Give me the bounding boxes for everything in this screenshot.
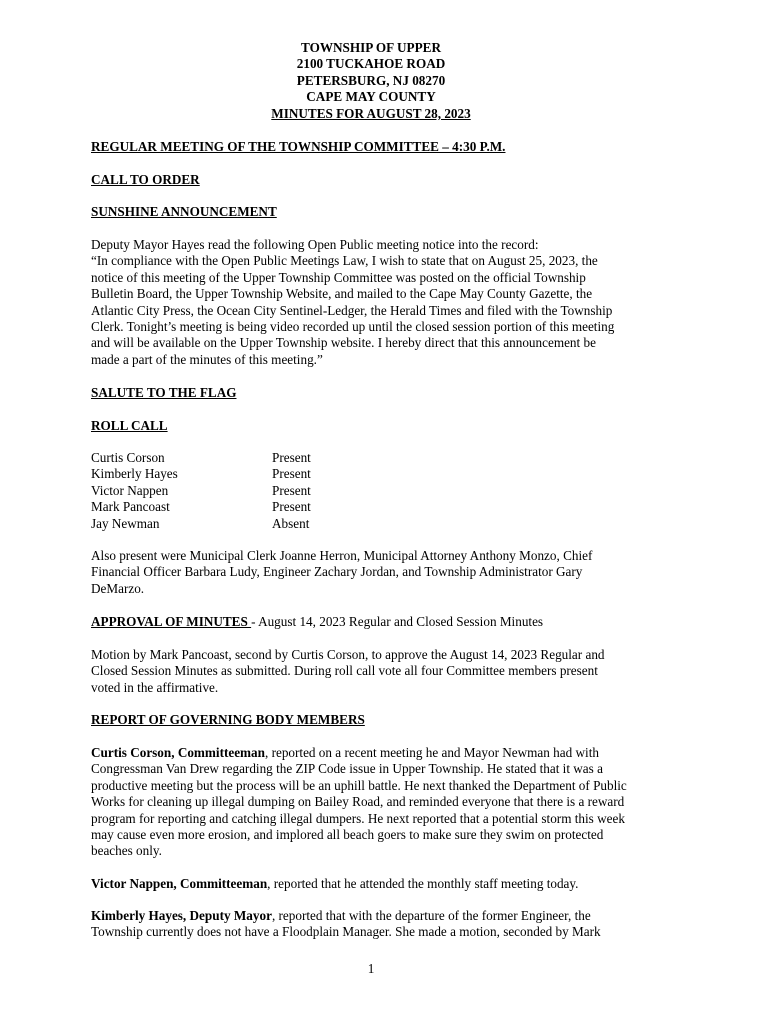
- speaker-text: , reported on a recent meeting he and Mayor Newman had with: [264, 745, 599, 760]
- paragraph-line: DeMarzo.: [91, 580, 145, 596]
- roll-row: [91, 516, 651, 532]
- paragraph-line: may cause even more erosion, and implored all beach goers to make sure they swim on protected: [91, 827, 604, 843]
- heading-regular-meeting: REGULAR MEETING OF THE TOWNSHIP COMMITTEE – 4:30 P.M.: [91, 139, 506, 154]
- paragraph-line: [91, 908, 651, 924]
- member-status: Present: [272, 482, 311, 498]
- page-number: 1: [367, 961, 375, 976]
- speaker-name: Curtis Corson, Committeeman: [91, 745, 265, 760]
- approval-description: - August 14, 2023 Regular and Closed Session Minutes: [251, 614, 544, 629]
- member-status: Present: [272, 450, 311, 465]
- header-minutes-date: MINUTES FOR AUGUST 28, 2023: [271, 105, 471, 121]
- roll-row: [91, 466, 651, 482]
- member-status: Absent: [272, 515, 310, 531]
- heading-approval: APPROVAL OF MINUTES: [91, 614, 252, 629]
- roll-row: [91, 450, 651, 466]
- sunshine-line: Bulletin Board, the Upper Township Website, and mailed to the Cape May County Gazette, the: [91, 286, 593, 302]
- approval-of-minutes-line: [91, 614, 651, 630]
- corson-report-paragraph: [91, 745, 651, 860]
- paragraph-line: voted in the affirmative.: [91, 679, 219, 695]
- heading-call-to-order: CALL TO ORDER: [91, 172, 200, 187]
- member-status: Present: [272, 499, 311, 515]
- paragraph-line: Financial Officer Barbara Ludy, Engineer Zachary Jordan, and Township Administrator Gary: [91, 564, 583, 580]
- heading-report: REPORT OF GOVERNING BODY MEMBERS: [91, 712, 365, 727]
- paragraph-line: Congressman Van Drew regarding the ZIP Code issue in Upper Township. He stated that it was a: [91, 761, 603, 777]
- roll-row: [91, 499, 651, 515]
- sunshine-line: made a part of the minutes of this meeting.”: [91, 351, 323, 367]
- sunshine-line: Atlantic City Press, the Ocean City Sentinel-Ledger, the Herald Times and filed with the Township: [91, 302, 613, 318]
- heading-sunshine: SUNSHINE ANNOUNCEMENT: [91, 204, 277, 219]
- sunshine-line: notice of this meeting of the Upper Township Committee was posted on the official Township: [91, 269, 586, 285]
- paragraph-line: beaches only.: [91, 843, 162, 859]
- speaker-name: Kimberly Hayes, Deputy Mayor: [91, 908, 272, 923]
- member-status: Present: [272, 466, 311, 482]
- header-county: CAPE MAY COUNTY: [306, 89, 436, 105]
- header-township: TOWNSHIP OF UPPER: [301, 40, 441, 55]
- header-city: PETERSBURG, NJ 08270: [296, 72, 446, 88]
- heading-salute: SALUTE TO THE FLAG: [91, 385, 237, 400]
- also-present-paragraph: [91, 548, 651, 597]
- document-header: [0, 40, 742, 122]
- paragraph-line: [91, 745, 651, 761]
- paragraph-line: Works for cleaning up illegal dumping on Bailey Road, and reminded everyone that there is a reward: [91, 794, 625, 810]
- nappen-report-paragraph: [91, 876, 651, 892]
- header-address: 2100 TUCKAHOE ROAD: [296, 56, 446, 72]
- paragraph-line: program for reporting and catching illegal dumpers. He next reported that a potential storm this week: [91, 810, 625, 826]
- paragraph-line: Closed Session Minutes as submitted. During roll call vote all four Committee members present: [91, 663, 598, 679]
- heading-roll-call: ROLL CALL: [91, 418, 168, 433]
- member-name: Victor Nappen: [91, 482, 169, 498]
- paragraph-line: Also present were Municipal Clerk Joanne Herron, Municipal Attorney Anthony Monzo, Chief: [91, 548, 593, 563]
- sunshine-line: Clerk. Tonight’s meeting is being video recorded up until the closed session portion of this meeting: [91, 319, 615, 335]
- paragraph-line: Motion by Mark Pancoast, second by Curtis Corson, to approve the August 14, 2023 Regular and: [91, 647, 605, 662]
- paragraph-line: productive meeting but the process will be an uphill battle. He next thanked the Department of Public: [91, 777, 627, 793]
- speaker-text: , reported that he attended the monthly staff meeting today.: [267, 876, 579, 891]
- sunshine-paragraph: [91, 237, 651, 368]
- member-name: Mark Pancoast: [91, 499, 170, 515]
- member-name: Jay Newman: [91, 515, 160, 531]
- sunshine-line: and will be available on the Upper Township website. I hereby direct that this announcement be: [91, 335, 596, 351]
- member-name: Curtis Corson: [91, 450, 165, 465]
- roll-row: [91, 483, 651, 499]
- sunshine-line: “In compliance with the Open Public Meetings Law, I wish to state that on August 25, 2023, the: [91, 253, 598, 269]
- speaker-text: , reported that with the departure of the former Engineer, the: [271, 908, 591, 923]
- member-name: Kimberly Hayes: [91, 466, 178, 482]
- roll-call-list: [91, 450, 651, 532]
- paragraph-line: Township currently does not have a Floodplain Manager. She made a motion, seconded by Mark: [91, 924, 601, 940]
- speaker-name: Victor Nappen, Committeeman: [91, 876, 268, 891]
- sunshine-line: Deputy Mayor Hayes read the following Open Public meeting notice into the record:: [91, 237, 539, 252]
- hayes-report-paragraph: [91, 908, 651, 941]
- motion-paragraph: [91, 647, 651, 696]
